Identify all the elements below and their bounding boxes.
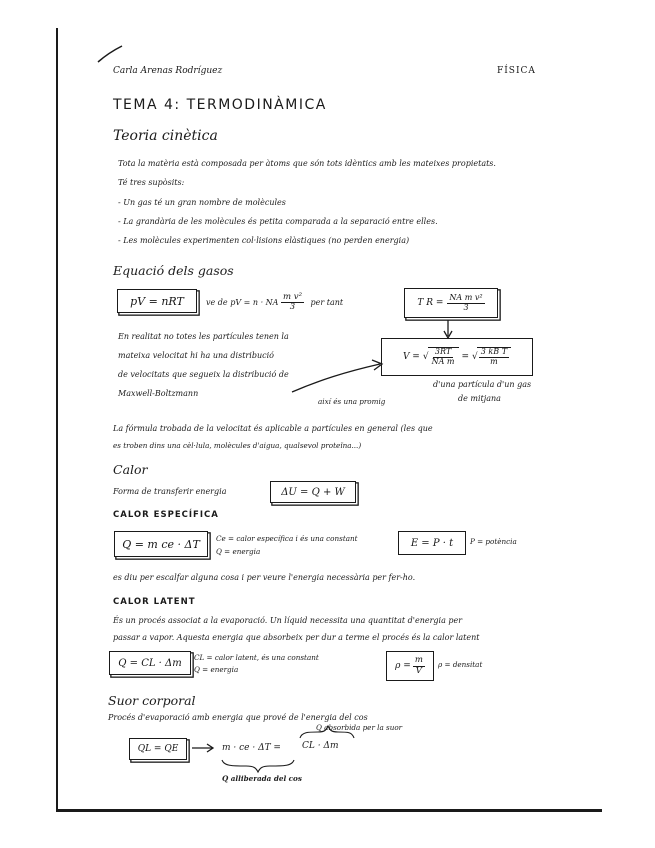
sweat-eq-right: CL · Δm: [302, 741, 339, 751]
specific-heat-line: es diu per escalfar alguna cosa i per veure l'energia necessària per fer-ho.: [113, 573, 416, 582]
author-name: Carla Arenas Rodríguez: [113, 66, 223, 76]
sqrt-3kbt: [472, 347, 511, 367]
latent-heat-desc-1: CL = calor latent, és una constant: [194, 653, 319, 662]
formula-line-2: es troben dins una cèl·lula, molècules d'aigua, qualsevol proteïna...): [113, 441, 362, 450]
gas-mid-text-b: per tant: [310, 297, 344, 307]
tr-denominator: 3: [463, 302, 469, 312]
velocity-paragraph-line: Maxwell-Boltzmann: [118, 389, 199, 398]
heat-heading: Calor: [113, 462, 148, 477]
specific-heat-desc-2: Q = energia: [216, 547, 261, 556]
kinetic-heading: Teoria cinètica: [113, 128, 218, 144]
sqrt-symbol-icon: √: [422, 352, 429, 362]
power-desc: P = potència: [470, 537, 517, 546]
sqrt-numerator-2: 3 kB T: [480, 347, 508, 357]
density-lhs: ρ =: [395, 661, 411, 671]
pen-mark-stroke: [98, 46, 122, 62]
kinetic-bullet: - Un gas té un gran nombre de molècules: [118, 198, 286, 207]
gas-equation-heading: Equació dels gasos: [113, 263, 234, 278]
kinetic-bullet: - La grandària de les molècules és petita comparada a la separació entre elles.: [118, 217, 438, 226]
sweat-line: Procés d'evaporació amb energia que prové de l'energia del cos: [108, 713, 368, 722]
particle-note-line: de mitjana: [458, 394, 501, 403]
latent-heat-heading: CALOR LATENT: [113, 597, 196, 607]
velocity-paragraph-line: de velocitats que segueix la distribució de: [118, 370, 289, 379]
first-law-box: ΔU = Q + W: [270, 481, 356, 503]
sweat-heading: Suor corporal: [108, 693, 196, 708]
sqrt-denominator-2: m: [490, 357, 498, 366]
page-title: TEMA 4: TERMODINÀMICA: [113, 97, 327, 113]
fraction-mv2-over-3: [281, 293, 304, 313]
velocity-equals: =: [461, 352, 470, 362]
sqrt-fraction-1: [428, 347, 459, 367]
formula-line-1: La fórmula trobada de la velocitat és aplicable a partícules en general (les que: [113, 424, 433, 433]
velocity-paragraph-line: En realitat no totes les partícules tenen la: [118, 332, 289, 341]
tr-box: [404, 288, 498, 318]
density-denominator: V: [415, 665, 422, 676]
sqrt-fraction-2: [477, 347, 511, 367]
underbrace: [222, 760, 294, 772]
power-box: E = P · t: [398, 531, 466, 555]
tr-lhs: T R =: [417, 298, 444, 308]
density-numerator: m: [414, 655, 423, 666]
latent-heat-line-1: És un procés associat a la evaporació. Un líquid necessita una quantitat d'energia per: [113, 616, 463, 625]
gas-mid-text-a: ve de pV = n · NA: [206, 297, 279, 307]
density-fraction: [413, 656, 425, 676]
specific-heat-heading: CALOR ESPECÍFICA: [113, 510, 219, 520]
latent-heat-desc-2: Q = energia: [194, 665, 239, 674]
density-box: [386, 651, 434, 681]
sweat-balance-box: QL = QE: [129, 738, 187, 760]
kinetic-bullet: - Les molècules experimenten col·lisions elàstiques (no perden energia): [118, 236, 410, 245]
sqrt-denominator-1: NA m: [431, 357, 455, 366]
sweat-eq-left: m · ce · ΔT =: [222, 743, 281, 753]
sweat-annot-top: Q absorbida per la suor: [316, 723, 403, 732]
density-desc: ρ = densitat: [438, 660, 483, 669]
kinetic-line-1: Tota la matèria està composada per àtoms que són tots idèntics amb les mateixes propietats.: [118, 159, 496, 168]
specific-heat-desc-1: Ce = calor específica i és una constant: [216, 534, 358, 543]
arrow-curve-line: [292, 364, 380, 392]
sweat-annot-bottom: Q alliberada del cos: [222, 774, 302, 783]
particle-note-line: d'una partícula d'un gas: [433, 380, 532, 389]
velocity-lhs: V =: [402, 352, 420, 362]
velocity-paragraph-line: mateixa velocitat hi ha una distribució: [118, 351, 274, 360]
kinetic-line-2: Té tres supòsits:: [118, 178, 185, 187]
subject-label: FÍSICA: [497, 66, 536, 76]
arrow-label: així és una promig: [318, 397, 386, 406]
sqrt-numerator-1: 3RT: [434, 347, 452, 357]
tr-numerator: NA m v²: [449, 292, 483, 302]
latent-heat-line-2: passar a vapor. Aquesta energia que absorbeix per dur a terme el procés és la calor latent: [113, 633, 480, 642]
fraction-denominator: 3: [289, 302, 296, 313]
sqrt-3rt: [423, 347, 459, 367]
sqrt-symbol-icon: √: [472, 352, 478, 362]
heat-line: Forma de transferir energia: [113, 487, 227, 496]
fraction-numerator: m v²: [283, 292, 302, 302]
tr-fraction: [447, 294, 484, 313]
specific-heat-box: Q = m ce · ΔT: [114, 531, 208, 557]
velocity-box: [381, 338, 533, 376]
ideal-gas-box: pV = nRT: [117, 289, 197, 313]
latent-heat-box: Q = CL · Δm: [109, 651, 191, 675]
gas-mid-text: [206, 293, 343, 313]
